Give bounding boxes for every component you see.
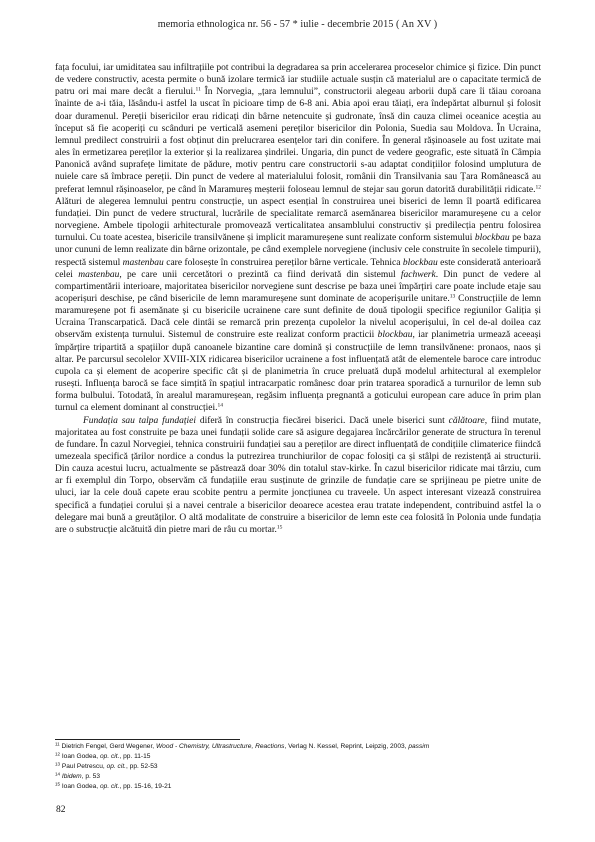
italic-term: op. cit. — [99, 783, 120, 791]
footnote-ref: 15 — [276, 524, 283, 531]
text-run: este considerată anterioară celei — [55, 257, 542, 280]
italic-term: blockbau — [377, 330, 413, 341]
text-run: , iar planimetria urmează aceeași împărțire tripartită a spațiilor după canoanele bizantine care domină și construcțiile de lemn transilvănene: pronaos, naos și altar. Pe parcursul secolelor XVIII-XIX ridicarea bisericilor ucrainene a fost influențată atât de elementele baroce care introduc cupola ca și element de acoperire specific cât și de planimetria în cruce preluată după modelul arhitectural al exemplelor rusești. Influența barocă se face simțită în spațiul intracarpatic românesc doar prin tratarea sporadică a turnurilor de lemn sub forma bulbului. Totodată, în arealul maramureșean, regăsim influența pregnantă a goticului european care aduce în prim plan turnul ca element dominant al construcției. — [55, 330, 541, 414]
footnote — [55, 762, 541, 772]
text-run: , pp. 11-15 — [119, 753, 151, 761]
italic-term: blockbau — [474, 233, 510, 244]
italic-term: op. cit. — [106, 763, 126, 771]
footnote-ref: 12 — [55, 751, 61, 757]
footnote — [55, 742, 541, 752]
footnote-ref: 14 — [55, 771, 61, 777]
article-body — [55, 62, 541, 536]
footnote-ref: 13 — [55, 761, 61, 767]
text-run: diferă în construcția fiecărei biserici. Dacă unele biserici sunt — [195, 415, 449, 426]
footnote-divider — [55, 739, 240, 740]
italic-term: Ibidem — [61, 773, 82, 781]
page-number: 82 — [56, 805, 66, 815]
footnote-ref: 11 — [55, 741, 60, 747]
paragraph — [55, 62, 541, 415]
text-run: Ioan Godea, — [60, 753, 100, 761]
footnote-ref: 12 — [535, 184, 541, 191]
italic-term: op. cit. — [99, 753, 120, 761]
text-run: care folosește în construirea pereților bârne verticale. Tehnica — [163, 257, 403, 268]
text-run: Paul Petrescu, — [60, 763, 107, 771]
footnote — [55, 772, 541, 782]
italic-term: mastenbau — [78, 269, 120, 280]
footnotes — [55, 742, 541, 792]
text-run: , fiind mutate, majoritatea au fost construite pe baza unei fundații solide care să asigure degajarea încărcărilor generate de structura în terenul de fundare. În cazul Norvegiei, tehnica construirii fundației sau a pereților are direct influențată de condițiile climaterice fiindcă umezeala specifică țărilor nordice a condus la putrezirea trunchiurilor de copac folosiți ca și stâlpi de rezistență ai structurii. Din cauza acestui lucru, actualmente se păstrează doar 30% din totalul stav-kirke. În cazul bisericilor ridicate mai târziu, cum ar fi exemplul din Torpo, observăm că fundațiile erau susținute de grinzile de fundație care se sprijineau pe pietre unite de uluci, iar la cele două capete erau scobite pentru a permite joncțiunea cu traveele. Un aspect interesant vizează construirea specifică a fundației corului și a navei centrale a bisericilor deoarece acestea erau tratate independent, contribuind astfel la o delegare mai bună a greutăților. O altă modalitate de construire a bisericilor de lemn este cea folosită în Polonia unde fundația are o substrucție alcătuită din pietre mari de râu cu mortar. — [55, 415, 541, 535]
text-run: Construcțiile de lemn maramureșene pot fi asemănate și cu bisericile ucrainene care sunt definite de două tipologii specifice regiunilor Galiția și Ucraina Transcarpatică. Dacă cele dintâi se remarcă prin prezența cupolelor la nivelul acoperișului, în cel de-al doilea caz observăm existența turnului. Sistemul de construire este realizat conform practicii — [55, 293, 541, 341]
italic-term: călătoare — [448, 415, 485, 426]
text-run: Ioan Godea, — [60, 783, 100, 791]
footnote — [55, 782, 541, 792]
text-run: , p. 53 — [81, 773, 100, 781]
italic-term: blockbau — [402, 257, 438, 268]
text-run: , pp. 15-16, 19-21 — [119, 783, 172, 791]
paragraph — [55, 415, 541, 537]
footnote — [55, 752, 541, 762]
italic-term: fachwerk — [400, 269, 436, 280]
text-run: . Din punct de vedere al compartimentării interioare, majoritatea bisericilor norvegiene sunt descrise pe baza unei împărțiri care poate include etaje sau acoperișuri deschise, pe când bisericile de lemn maramureșene sunt dominate de acoperișurile unitare. — [55, 269, 541, 304]
text-run: Dietrich Fengel, Gerd Wegener, — [59, 743, 156, 750]
text-run: , Verlag N. Kessel, Reprint, Leipzig, 2003, — [284, 743, 409, 750]
italic-term: mastenbau — [122, 257, 164, 268]
footnote-ref: 14 — [217, 402, 224, 409]
text-run: , pp. 52-53 — [126, 763, 158, 771]
footnote-ref: 15 — [55, 781, 61, 787]
footnote-ref: 11 — [195, 86, 201, 93]
text-run: fața focului, iar umiditatea sau infiltrațiile pot contribui la degradarea sa prin accelerarea proceselor chimice și fizice. Din punct de vedere constructiv, acesta permite o bună izolare termică iar studiile actuale susțin că materialul are o capacitate termică de patru ori mai mare decât a fierului. — [55, 63, 541, 98]
text-run: pe baza unor cununi de lemn realizate din bârne orizontale, pe când exemplele norvegiene (inclusiv cele construite în secolele timpurii), respectă sistemul — [55, 233, 541, 268]
italic-term: Fundația sau talpa fundației — [83, 415, 196, 426]
italic-term: passim — [408, 743, 430, 750]
footnote-ref: 13 — [449, 293, 456, 300]
text-run: Alături de alegerea lemnului pentru construcție, un aspect esențial în construirea unei biserici de lemn îl poartă edificarea fundației. Din punct de vedere structural, lucrările de specialitate remarcă asemănarea bisericilor maramureșene cu a celor norvegiene. Ambele tipologii arhitecturale promovează verticalitatea ansamblului constructiv și predilecția pentru folosirea turnului. Cu toate acestea, bisericile transilvănene și implicit maramureșene sunt realizate conform sistemului — [55, 196, 541, 244]
italic-term: Wood - Chemistry, Ultrastructure, Reactions — [155, 743, 285, 750]
text-run: În Norvegia, „țara lemnului”, constructorii alegeau arborii după care îi tăiau coroana înainte de a-i tăia, lăsându-i astfel la uscat în picioare timp de 6-8 ani. Abia apoi erau tăiați, era îndepărtat alburnul și folosit doar duramenul. Pereții bisericilor erau ridicați din bârne netencuite și gudronate, însă din cauza climei oceanice aceștia au început să fie acoperiți cu scânduri pe verticală asemeni pereților bisericilor din Polonia, Suedia sau Moldova. În Ucraina, lemnul predilect construirii a fost obținut din prelucrarea esențelor tari din conifere. În general rășinoasele au fost uzitate mai ales în ermetizarea pereților la exterior și la realizarea șindrilei. Ungaria, din punct de vedere geografic, este situată în Câmpia Panonică având suprafețe limitate de pădure, motiv pentru care constructorii s-au adaptat condițiilor folosind umplutura de nuiele care să îmbrace pereții. Din punct de vedere al materialului folosit, românii din Transilvania sau Țara Românească au preferat lemnul rășinoaselor, pe când în Maramureș meșterii foloseau lemnul de stejar sau gorun datorită durabilității ridicate. — [55, 87, 541, 195]
running-header: memoria ethnologica nr. 56 - 57 * iulie - decembrie 2015 ( An XV ) — [157, 19, 438, 30]
text-run: , pe care unii cercetători o prezintă ca fiind derivată din sistemul — [119, 269, 401, 280]
